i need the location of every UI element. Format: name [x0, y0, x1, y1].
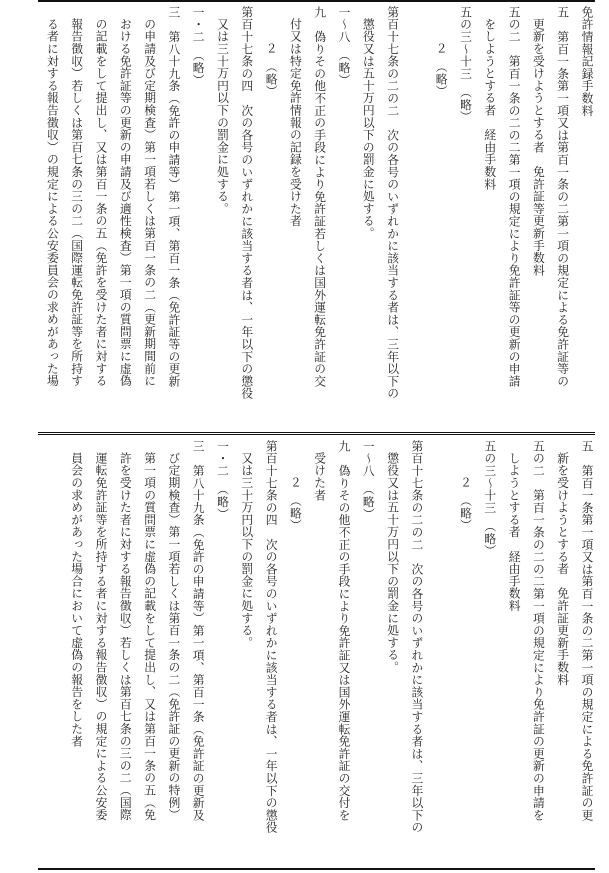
text-column: 一・二 （略） [215, 440, 230, 521]
text-column: 五の三～十三 （略） [458, 6, 473, 124]
text-column: の記載をして提出し、又は第百一条の五（免許を受けた者に対する [94, 18, 108, 387]
text-column: 又は三十万円以下の罰金に処する。 [239, 452, 254, 649]
text-column: 員会の求めがあった場合において虚偽の報告をした者 [69, 452, 84, 748]
text-column: 受けた者 [312, 452, 327, 502]
text-column: 一・二 （略） [191, 6, 206, 87]
text-column: る者に対する報告徴収）の規定による公安委員会の求めがあった場 [45, 18, 60, 387]
divider-line-2 [38, 434, 595, 435]
text-column: ２ （略） [264, 42, 279, 98]
text-column: 免許情報記録手数料 [580, 6, 594, 117]
text-column: ２ （略） [288, 476, 303, 532]
top-border [38, 0, 595, 2]
text-column: 九 偽りその他不正の手段により免許証又は国外運転免許証の交付を [337, 440, 351, 822]
divider-line [38, 432, 595, 433]
text-column: の申請及び定期検査）第一項若しくは第百一条の二（更新期間前に [142, 18, 157, 387]
text-column: 五の二 第百一条の二の二第一項の規定により免許証の更新の申請を [531, 440, 546, 822]
text-column: 新を受けようとする者 免許証更新手数料 [555, 452, 570, 686]
text-column: 更新を受けようとする者 免許証等更新手数料 [531, 18, 546, 277]
text-column [433, 438, 449, 866]
text-column: おける免許証等の更新の申請及び適性検査）第一項の質問票に虚偽 [118, 18, 133, 387]
text-column: 三 第八十九条（免許の申請等）第一項、第百一条（免許証等の更新 [166, 6, 181, 388]
text-column: 一～八 （略） [337, 6, 351, 87]
text-column: 第百十七条の二の二 次の各号のいずれかに該当する者は、三年以下の [409, 440, 424, 834]
text-column: 運転免許証等を所持する者に対する報告徴収）の規定による公安委 [94, 452, 108, 821]
text-column: び定期検査）第一項若しくは第百一条の二（免許証の更新の特例） [166, 452, 181, 821]
text-column: 五の三～十三 （略） [482, 440, 497, 558]
text-column: 付又は特定免許情報の記録を受けた者 [288, 18, 303, 228]
text-column: 許を受けた者に対する報告徴収）若しくは第百七条の三の二（国際 [118, 452, 133, 821]
bottom-border [38, 868, 595, 870]
text-column: 懲役又は五十万円以下の罰金に処する。 [361, 18, 376, 240]
text-column: 五 第百一条第一項又は第百一条の二第一項の規定による免許証の更 [580, 440, 594, 822]
revised-text-panel [38, 4, 595, 430]
current-text-panel [38, 438, 595, 866]
text-column [409, 4, 425, 430]
text-column: 九 偽りその他不正の手段により免許証若しくは国外運転免許証の交 [312, 6, 327, 388]
text-column: 第百十七条の四 次の各号のいずれかに該当する者は、一年以下の懲役 [239, 6, 254, 400]
text-column: 第百十七条の四 次の各号のいずれかに該当する者は、一年以下の懲役 [264, 440, 279, 834]
text-column: ２ （略） [434, 42, 449, 98]
text-column: 第一項の質問票に虚偽の記載をして提出し、又は第百一条の五（免 [142, 452, 157, 821]
text-column: 五の二 第百一条の二の二第一項の規定により免許証等の更新の申請 [507, 6, 522, 388]
text-column: 又は三十万円以下の罰金に処する。 [215, 18, 230, 215]
text-column: をしようとする者 経由手数料 [482, 18, 497, 191]
text-column: ２ （略） [458, 476, 473, 532]
text-column: しようとする者 経由手数料 [507, 452, 522, 612]
text-column: 五 第百一条第一項又は第百一条の二第一項の規定による免許証等の [555, 6, 570, 388]
text-column: 第百十七条の二の二 次の各号のいずれかに該当する者は、三年以下の [385, 6, 400, 400]
text-column: 一～八 （略） [361, 440, 376, 521]
text-column: 三 第八十九条（免許の申請等）第一項、第百一条（免許証の更新及 [191, 440, 206, 822]
text-column: 懲役又は五十万円以下の罰金に処する。 [385, 452, 400, 674]
text-column: 報告徴収）若しくは第百七条の三の二（国際運転免許証等を所持す [69, 18, 84, 387]
